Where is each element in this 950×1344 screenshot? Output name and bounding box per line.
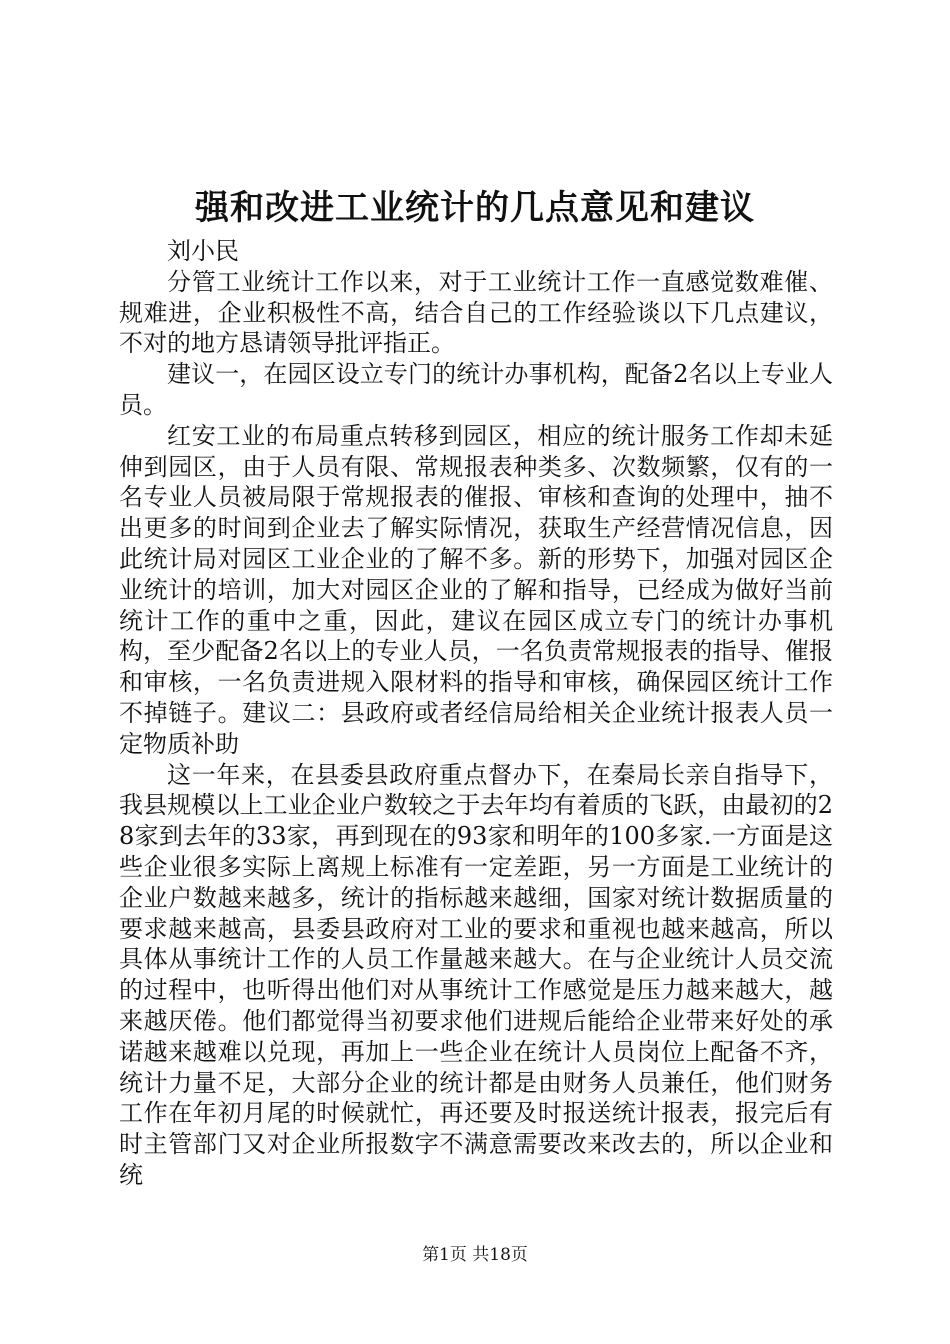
document-body bbox=[119, 236, 833, 1191]
paragraph-park-statistics: 红安工业的布局重点转移到园区，相应的统计服务工作却未延伸到园区，由于人员有限、常规报表种类多、次数频繁，仅有的一名专业人员被局限于常规报表的催报、审核和查询的处理中，抽不出更多的时间到企业去了解实际情况，获取生产经营情况信息，因此统计局对园区工业企业的了解不多。新的形势下，加强对园区企业统计的培训，加大对园区企业的了解和指导，已经成为做好当前统计工作的重中之重，因此，建议在园区成立专门的统计办事机构，至少配备2名以上的专业人员，一名负责常规报表的指导、催报和审核，一名负责进规入限材料的指导和审核，确保园区统计工作不掉链子。建议二：县政府或者经信局给相关企业统计报表人员一定物质补助 bbox=[119, 421, 833, 758]
document-title: 强和改进工业统计的几点意见和建议 bbox=[195, 188, 755, 228]
paragraph-intro: 分管工业统计工作以来，对于工业统计工作一直感觉数难催、规难进，企业积极性不高，结合自己的工作经验谈以下几点建议，不对的地方恳请领导批评指正。 bbox=[119, 267, 833, 358]
paragraph-past-year: 这一年来，在县委县政府重点督办下，在秦局长亲自指导下，我县规模以上工业企业户数较之于去年均有着质的飞跃，由最初的28家到去年的33家，再到现在的93家和明年的100多家.一方面是这些企业很多实际上离规上标准有一定差距，另一方面是工业统计的企业户数越来越多，统计的指标越来越细，国家对统计数据质量的要求越来越高，县委县政府对工业的要求和重视也越来越高，所以具体从事统计工作的人员工作量越来越大。在与企业统计人员交流的过程中，也听得出他们对从事统计工作感觉是压力越来越大，越来越厌倦。他们都觉得当初要求他们进规后能给企业带来好处的承诺越来越难以兑现，再加上一些企业在统计人员岗位上配备不齐，统计力量不足，大部分企业的统计都是由财务人员兼任，他们财务工作在年初月尾的时候就忙，再还要及时报送统计报表，报完后有时主管部门又对企业所报数字不满意需要改来改去的，所以企业和统 bbox=[119, 760, 833, 1189]
author-line: 刘小民 bbox=[167, 237, 239, 265]
page-footer: 第1页 共18页 bbox=[422, 1245, 528, 1265]
paragraph-suggestion-one: 建议一，在园区设立专门的统计办事机构，配备2名以上专业人员。 bbox=[119, 360, 833, 419]
